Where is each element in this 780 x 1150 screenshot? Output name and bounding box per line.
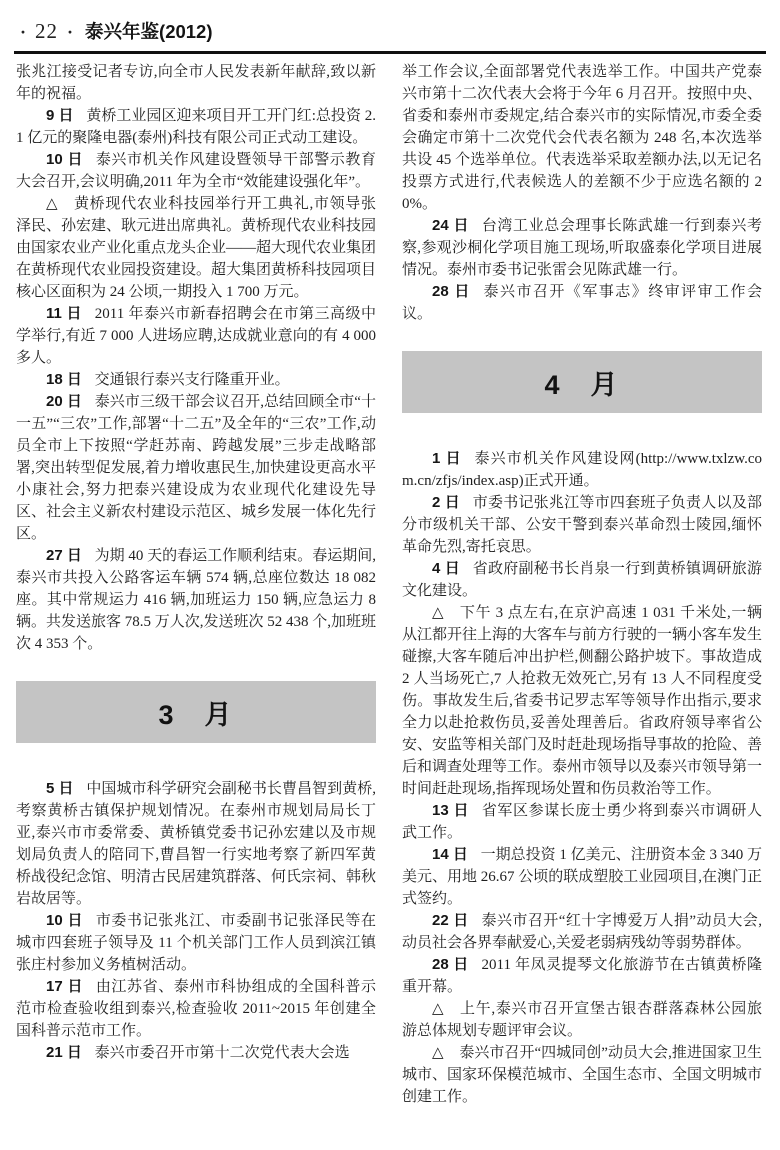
entry-date: 13 日 bbox=[432, 802, 470, 819]
entry-paragraph: △ 上午,泰兴市召开宣堡古银杏群落森林公园旅游总体规划专题评审会议。 bbox=[402, 1001, 762, 1039]
triangle-marker: △ bbox=[432, 605, 445, 621]
entry-date: 4 日 bbox=[432, 560, 460, 577]
entry-date: 10 日 bbox=[46, 151, 84, 168]
entry-paragraph: 22 日 泰兴市召开“红十字博爱万人捐”动员大会,动员社会各界奉献爱心,关爱老弱病残幼等弱势群体。 bbox=[402, 912, 762, 951]
book-title: 泰兴年鉴(2012) bbox=[85, 21, 213, 42]
entry-paragraph: △ 泰兴市召开“四城同创”动员大会,推进国家卫生城市、国家环保模范城市、全国生态市、全国文明城市创建工作。 bbox=[402, 1045, 763, 1105]
entry-paragraph: 张兆江接受记者专访,向全市人民发表新年献辞,致以新年的祝福。 bbox=[16, 64, 376, 102]
entry-paragraph: 18 日 交通银行泰兴支行隆重开业。 bbox=[46, 371, 290, 388]
page-number: 22 bbox=[35, 19, 59, 43]
entry-paragraph: 27 日 为期 40 天的春运工作顺利结束。春运期间,泰兴市共投入公路客运车辆 574 辆,总座位数达 18 082 座。其中常规运力 416 辆,加班运力 150 辆,应急运力 8 辆。共发送旅客 78.5 万人次,发送班次 52 438 个,加班班次 4 353 个。 bbox=[16, 547, 377, 652]
entry-date: 20 日 bbox=[46, 393, 82, 410]
triangle-marker: △ bbox=[46, 196, 59, 212]
left-column bbox=[16, 61, 376, 1108]
entry-paragraph: 11 日 2011 年泰兴市新春招聘会在市第三高级中学举行,有近 7 000 人进场应聘,达成就业意向的有 4 000 多人。 bbox=[16, 305, 376, 366]
entry-paragraph: 14 日 一期总投资 1 亿美元、注册资本金 3 340 万美元、用地 26.67 公顷的联成塑胶工业园项目,在澳门正式签约。 bbox=[402, 846, 763, 907]
header-bullet-right: · bbox=[67, 22, 74, 42]
entry-date: 11 日 bbox=[46, 305, 83, 322]
entry-paragraph: 20 日 泰兴市三级干部会议召开,总结回顾全市“十一五”“三农”工作,部署“十二五”及全年的“三农”工作,动员全市上下按照“学赶苏南、跨越发展”三步走战略部署,突出转型促发展,着力增收惠民生,加快建设更高水平小康社会,努力把泰兴建设成为农业现代化建设先导区、社会主义新农村建设示范区、城乡发展一体化先行区。 bbox=[16, 393, 377, 542]
entry-date: 14 日 bbox=[432, 846, 468, 863]
entry-date: 2 日 bbox=[432, 494, 460, 511]
header-rule bbox=[14, 51, 766, 54]
right-column bbox=[402, 61, 762, 1108]
text-columns bbox=[16, 61, 762, 1108]
entry-paragraph: 9 日 黄桥工业园区迎来项目开工开门红:总投资 2.1 亿元的聚隆电器(泰州)科技有限公司正式动工建设。 bbox=[16, 107, 376, 146]
entry-paragraph: 17 日 由江苏省、泰州市科协组成的全国科普示范市检查验收组到泰兴,检查验收 2011~2015 年创建全国科普示范市工作。 bbox=[16, 978, 376, 1039]
triangle-marker: △ bbox=[432, 1045, 444, 1061]
month-label: 3 月 bbox=[158, 699, 234, 730]
entry-paragraph: 2 日 市委书记张兆江等市四套班子负责人以及部分市级机关干部、公安干警到泰兴革命烈士陵园,缅怀革命先烈,寄托哀思。 bbox=[402, 494, 762, 555]
entry-paragraph: 1 日 泰兴市机关作风建设网(http://www.txlzw.com.cn/zfjs/index.asp)正式开通。 bbox=[402, 450, 762, 489]
entry-paragraph: 24 日 台湾工业总会理事长陈武雄一行到泰兴考察,参观沙桐化学项目施工现场,听取盛泰化学项目进展情况。泰州市委书记张雷会见陈武雄一行。 bbox=[402, 217, 762, 278]
entry-paragraph: 28 日 泰兴市召开《军事志》终审评审工作会议。 bbox=[402, 283, 762, 322]
entry-date: 1 日 bbox=[432, 450, 462, 467]
page-header bbox=[20, 18, 213, 44]
month-header bbox=[402, 351, 762, 413]
entry-paragraph: 10 日 市委书记张兆江、市委副书记张泽民等在城市四套班子领导及 11 个机关部门工作人员到滨江镇张庄村参加义务植树活动。 bbox=[16, 912, 376, 973]
entry-paragraph: 10 日 泰兴市机关作风建设暨领导干部警示教育大会召开,会议明确,2011 年为全市“效能建设强化年”。 bbox=[16, 151, 376, 190]
entry-date: 10 日 bbox=[46, 912, 84, 929]
entry-date: 18 日 bbox=[46, 371, 82, 388]
entry-date: 22 日 bbox=[432, 912, 469, 929]
header-bullet-left: · bbox=[20, 22, 27, 42]
entry-date: 27 日 bbox=[46, 547, 82, 564]
entry-paragraph: 13 日 省军区参谋长庞士勇少将到泰兴市调研人武工作。 bbox=[402, 802, 762, 841]
entry-paragraph: 5 日 中国城市科学研究会副秘书长曹昌智到黄桥,考察黄桥古镇保护规划情况。在泰州市规划局局长丁亚,泰兴市市委常委、黄桥镇党委书记孙宏建以及市规划局负责人的陪同下,曹昌智一行实地考察了新四军黄桥战役纪念馆、明清古民居建筑群落、何氏宗祠、韩秋岩故居等。 bbox=[16, 780, 377, 907]
entry-date: 17 日 bbox=[46, 978, 84, 995]
entry-date: 28 日 bbox=[432, 956, 469, 973]
entry-paragraph: 4 日 省政府副秘书长肖泉一行到黄桥镇调研旅游文化建设。 bbox=[402, 560, 762, 599]
entry-paragraph: △ 黄桥现代农业科技园举行开工典礼,市领导张泽民、孙宏建、耿元进出席典礼。黄桥现代农业科技园由国家农业产业化重点龙头企业——超大现代农业集团在黄桥现代农业园投资建设。超大集团黄桥科技园项目核心区面积为 24 公顷,一期投入 1 700 万元。 bbox=[16, 196, 377, 300]
month-header bbox=[16, 681, 376, 743]
entry-paragraph: 21 日 泰兴市委召开市第十二次党代表大会选 bbox=[46, 1044, 350, 1061]
entry-date: 28 日 bbox=[432, 283, 471, 300]
entry-paragraph: △ 下午 3 点左右,在京沪高速 1 031 千米处,一辆从江都开往上海的大客车与前方行驶的一辆小客车发生碰擦,大客车随后冲出护栏,侧翻公路护坡下。事故造成 2 人当场死亡,7 人抢救无效死亡,另有 13 人不同程度受伤。事故发生后,省委书记罗志军等领导作出指示,要求全力以赴抢救伤员,妥善处理善后。省政府领导率省公安、安监等相关部门及时赶赴现场指导事故的抢险、善后和调查处理等工作。泰州市领导以及泰兴市领导第一时间赶赴现场,指挥现场处置和伤员救治等工作。 bbox=[402, 605, 763, 797]
triangle-marker: △ bbox=[432, 1001, 445, 1017]
entry-paragraph: 举工作会议,全面部署党代表选举工作。中国共产党泰兴市第十二次代表大会将于今年 6 月召开。按照中央、省委和泰州市委规定,结合泰兴市的实际情况,市委全委会确定市第十二次党代会代表名额为 248 名,本次选举共设 45 个选举单位。代表选举采取差额办法,以无记名投票方式进行,代表候选人的差额不少于应选名额的 20%。 bbox=[402, 64, 763, 212]
entry-paragraph: 28 日 2011 年凤灵提琴文化旅游节在古镇黄桥隆重开幕。 bbox=[402, 956, 762, 995]
entry-date: 5 日 bbox=[46, 780, 74, 797]
month-label: 4 月 bbox=[544, 369, 620, 400]
entry-date: 9 日 bbox=[46, 107, 74, 124]
entry-date: 24 日 bbox=[432, 217, 470, 234]
entry-date: 21 日 bbox=[46, 1044, 82, 1061]
